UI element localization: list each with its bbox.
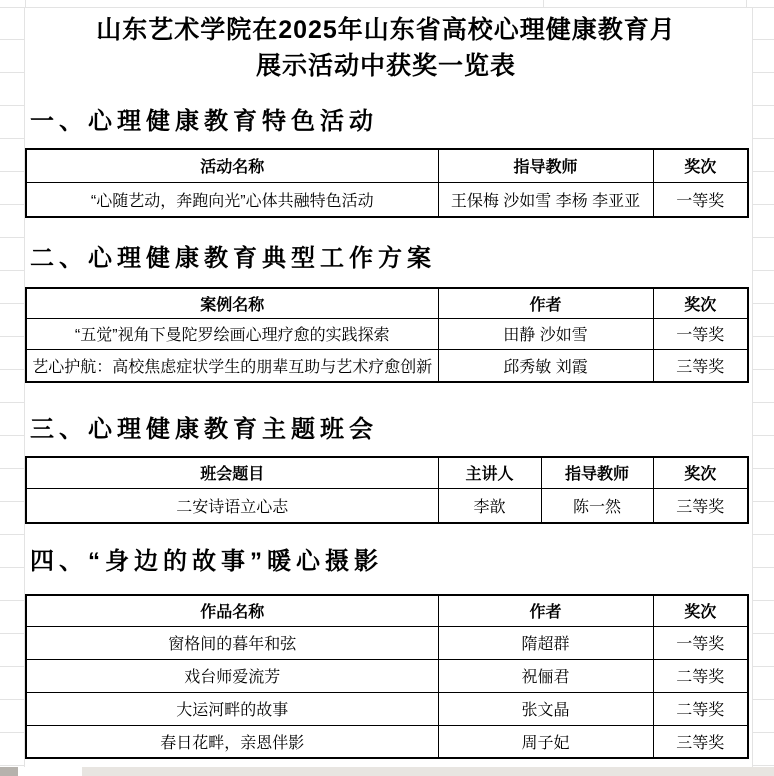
page-title <box>25 12 747 84</box>
cell-work-name[interactable]: 戏台师爱流芳 <box>26 659 438 692</box>
cell-author[interactable]: 张文晶 <box>438 692 653 725</box>
column-header[interactable]: 指导教师 <box>438 149 653 182</box>
spreadsheet-grid-right-margin <box>752 7 774 767</box>
table-row <box>26 318 748 349</box>
cell-speaker[interactable]: 李歆 <box>438 488 541 523</box>
table-header-row <box>26 457 748 488</box>
table-row <box>26 182 748 217</box>
cell-activity-name[interactable]: “心随艺动，奔跑向光”心体共融特色活动 <box>26 182 438 217</box>
table-row <box>26 692 748 725</box>
column-header[interactable]: 作者 <box>438 595 653 626</box>
column-header[interactable]: 奖次 <box>653 149 748 182</box>
cell-work-name[interactable]: 窗格间的暮年和弦 <box>26 626 438 659</box>
cell-award[interactable]: 三等奖 <box>653 488 748 523</box>
column-header[interactable]: 主讲人 <box>438 457 541 488</box>
table-row <box>26 626 748 659</box>
table-special-activities <box>25 148 749 218</box>
section-heading-3: 三、心理健康教育主题班会 <box>30 416 378 443</box>
cell-award[interactable]: 三等奖 <box>653 725 748 758</box>
cell-award[interactable]: 二等奖 <box>653 692 748 725</box>
table-row <box>26 488 748 523</box>
cell-authors[interactable]: 田静 沙如雪 <box>438 318 653 349</box>
cell-advisor[interactable]: 陈一然 <box>541 488 653 523</box>
cell-award[interactable]: 二等奖 <box>653 659 748 692</box>
spreadsheet-gridline-segment <box>25 0 26 7</box>
cell-work-name[interactable]: 春日花畔，亲恩伴影 <box>26 725 438 758</box>
table-row <box>26 659 748 692</box>
cell-meeting-title[interactable]: 二安诗语立心志 <box>26 488 438 523</box>
spreadsheet-grid-left-margin <box>0 7 25 767</box>
column-header[interactable]: 案例名称 <box>26 288 438 318</box>
column-header[interactable]: 作者 <box>438 288 653 318</box>
table-header-row <box>26 595 748 626</box>
table-photography <box>25 594 749 759</box>
table-header-row <box>26 288 748 318</box>
cell-author[interactable]: 周子妃 <box>438 725 653 758</box>
cell-teachers[interactable]: 王保梅 沙如雪 李杨 李亚亚 <box>438 182 653 217</box>
table-row <box>26 725 748 758</box>
column-header[interactable]: 活动名称 <box>26 149 438 182</box>
cell-award[interactable]: 一等奖 <box>653 626 748 659</box>
page-title-line1: 山东艺术学院在2025年山东省高校心理健康教育月 <box>96 16 676 44</box>
section-heading-4: 四、“身边的故事”暖心摄影 <box>30 548 383 575</box>
horizontal-scrollbar[interactable] <box>0 767 774 776</box>
column-header[interactable]: 作品名称 <box>26 595 438 626</box>
column-header[interactable]: 奖次 <box>653 595 748 626</box>
cell-author[interactable]: 隋超群 <box>438 626 653 659</box>
page-title-line2: 展示活动中获奖一览表 <box>255 52 516 80</box>
column-header[interactable]: 指导教师 <box>541 457 653 488</box>
table-theme-class-meeting <box>25 456 749 524</box>
scrollbar-thumb[interactable] <box>18 767 82 776</box>
section-heading-2: 二、心理健康教育典型工作方案 <box>30 245 436 272</box>
spreadsheet-gridline-top <box>0 7 774 8</box>
cell-case-name[interactable]: 艺心护航：高校焦虑症状学生的朋辈互助与艺术疗愈创新 <box>26 349 438 382</box>
cell-author[interactable]: 祝俪君 <box>438 659 653 692</box>
column-header[interactable]: 班会题目 <box>26 457 438 488</box>
table-work-plans <box>25 287 749 383</box>
cell-work-name[interactable]: 大运河畔的故事 <box>26 692 438 725</box>
section-heading-1: 一、心理健康教育特色活动 <box>30 108 378 135</box>
column-header[interactable]: 奖次 <box>653 288 748 318</box>
cell-award[interactable]: 一等奖 <box>653 318 748 349</box>
cell-case-name[interactable]: “五觉”视角下曼陀罗绘画心理疗愈的实践探索 <box>26 318 438 349</box>
scrollbar-corner <box>0 767 18 776</box>
cell-award[interactable]: 一等奖 <box>653 182 748 217</box>
table-header-row <box>26 149 748 182</box>
cell-award[interactable]: 三等奖 <box>653 349 748 382</box>
cell-authors[interactable]: 邱秀敏 刘霞 <box>438 349 653 382</box>
column-header[interactable]: 奖次 <box>653 457 748 488</box>
spreadsheet-gridline-segment <box>746 0 747 7</box>
spreadsheet-gridline-segment <box>543 0 544 7</box>
table-row <box>26 349 748 382</box>
